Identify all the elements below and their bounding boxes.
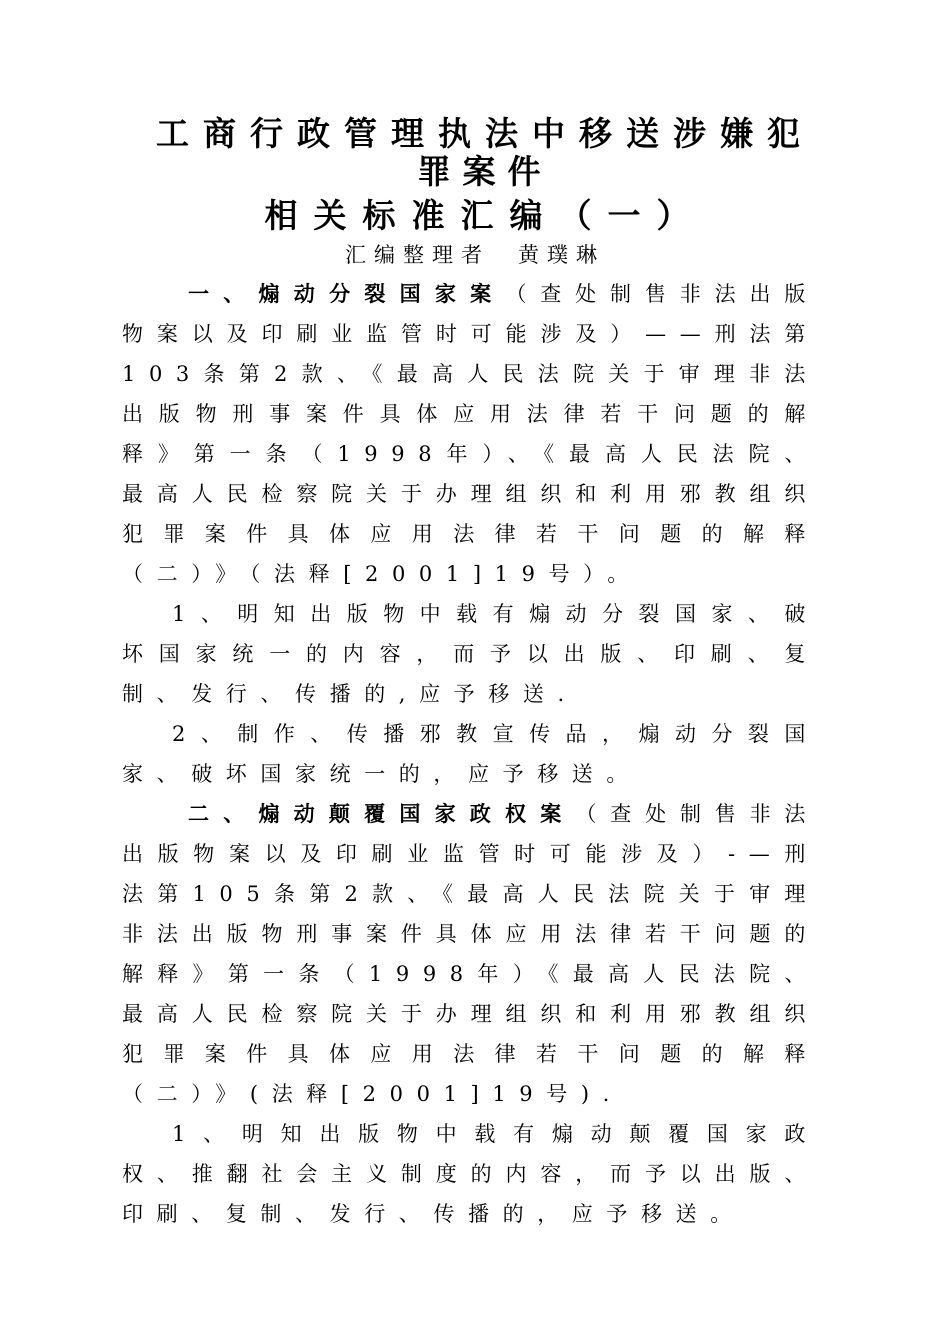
document-title-line-1: 工商行政管理执法中移送涉嫌犯 — [156, 114, 814, 153]
section-1-item-2: 2、制作、传播邪教宣传品，煽动分裂国家、破坏国家统一的，应予移送。 — [122, 722, 819, 786]
author-line — [0, 240, 950, 270]
author-name: 黄璞琳 — [518, 243, 605, 267]
document-title-line-2: 罪案件 — [417, 152, 553, 191]
section-2-body: （查处制售非法出版物案以及印刷业监管时可能涉及）-—刑法第105条第2款、《最高人民法院关于审理非法出版物刑事案件具体应用法律若干问题的解释》第一条（1998年）《最高人民法院、最高人民检察院关于办理组织和利用邪教组织犯罪案件具体应用法律若干问题的解释（二）》(法释[2001]19号). — [122, 802, 820, 1106]
section-1-paragraph — [122, 274, 819, 594]
section-2-item-1: 1、明知出版物中载有煽动颠覆国家政权、推翻社会主义制度的内容，而予以出版、印刷、复制、发行、传播的，应予移送。 — [122, 1122, 819, 1226]
section-2-paragraph — [122, 794, 819, 1114]
section-1-item-1: 1、明知出版物中载有煽动分裂国家、破坏国家统一的内容，而予以出版、印刷、复制、发行、传播的,应予移送. — [122, 602, 819, 706]
section-2-heading: 二、煽动颠覆国家政权案 — [188, 802, 576, 826]
section-1-body: （查处制售非法出版物案以及印刷业监管时可能涉及）——刑法第103条第2款、《最高人民法院关于审理非法出版物刑事案件具体应用法律若干问题的解释》第一条（1998年）、《最高人民法院、最高人民检察院关于办理组织和利用邪教组织犯罪案件具体应用法律若干问题的解释（二）》（法释[2001]19号）。 — [122, 282, 819, 586]
author-label: 汇编整理者 — [345, 243, 490, 267]
section-1-heading: 一、煽动分裂国家案 — [188, 282, 506, 306]
document-subtitle: 相关标准汇编（一） — [264, 196, 706, 235]
